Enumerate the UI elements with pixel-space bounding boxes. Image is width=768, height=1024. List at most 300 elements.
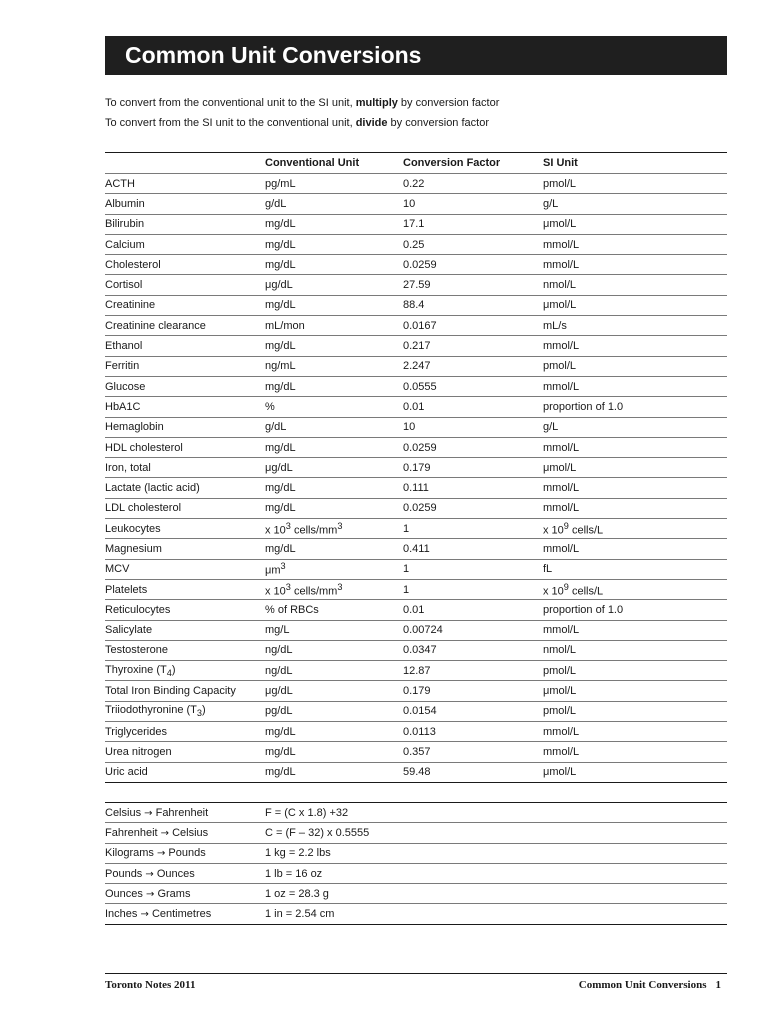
analyte-cell (105, 397, 265, 417)
analyte-subscript: 4 (166, 667, 172, 678)
conventional-unit-cell (265, 620, 403, 640)
conversion-factor: 0.0113 (403, 725, 436, 738)
analyte-cell (105, 255, 265, 275)
formula-table-body (105, 803, 727, 925)
analyte-name: Bilirubin (105, 218, 145, 231)
conversion-factor-cell (403, 255, 543, 275)
analyte-name: Albumin (105, 197, 145, 210)
si-unit-cell (543, 316, 727, 336)
conventional-unit: x 10 (265, 585, 286, 598)
si-unit-cell (543, 234, 727, 254)
conventional-unit: ng/mL (265, 360, 296, 373)
table-row (105, 437, 727, 457)
si-unit: mmol/L (543, 441, 580, 454)
conversion-factor: 0.0154 (403, 705, 437, 718)
conversion-factor-cell (403, 722, 543, 742)
si-unit-cell (543, 701, 727, 721)
si-unit: nmol/L (543, 644, 577, 657)
to-unit: Fahrenheit (155, 806, 209, 819)
si-unit-cell (543, 742, 727, 762)
analyte-name: HbA1C (105, 400, 141, 413)
formula-row (105, 884, 727, 904)
si-unit-suffix: cells/L (568, 524, 604, 537)
analyte-name: Ethanol (105, 340, 143, 353)
footer-section-title: Common Unit Conversions (578, 979, 707, 991)
conversion-factor: 10 (403, 197, 416, 210)
table-row (105, 316, 727, 336)
formula: C = (F – 32) x 0.5555 (265, 826, 370, 839)
conventional-unit-cell (265, 762, 403, 782)
to-unit: Pounds (168, 847, 206, 860)
conversion-factor-cell (403, 174, 543, 194)
conventional-unit: mg/dL (265, 441, 296, 454)
conventional-unit-cell (265, 194, 403, 214)
analyte-cell (105, 478, 265, 498)
table-row (105, 356, 727, 376)
analyte-cell (105, 519, 265, 539)
from-unit: Celsius (105, 806, 142, 819)
footer-source: Toronto Notes 2011 (105, 979, 196, 991)
analyte-name-suffix: ) (202, 704, 206, 717)
si-unit: μmol/L (543, 766, 577, 779)
si-unit-cell (543, 356, 727, 376)
conversion-factor: 1 (403, 583, 410, 596)
si-unit: mmol/L (543, 624, 580, 637)
analyte-cell (105, 194, 265, 214)
analyte-cell (105, 661, 265, 681)
column-header-analyte (105, 153, 265, 174)
analyte-cell (105, 559, 265, 579)
si-unit: pmol/L (543, 664, 577, 677)
si-unit-cell (543, 437, 727, 457)
analyte-name: Magnesium (105, 542, 162, 555)
conversion-factor: 0.179 (403, 685, 431, 698)
table-row (105, 620, 727, 640)
conventional-unit-cell (265, 722, 403, 742)
conversion-factor: 0.0167 (403, 319, 437, 332)
conventional-unit-cell (265, 356, 403, 376)
conversion-factor-cell (403, 762, 543, 782)
conversion-factor: 27.59 (403, 279, 431, 292)
conventional-unit: mg/dL (265, 258, 296, 271)
conversion-factor-cell (403, 681, 543, 701)
conventional-unit-exponent: 3 (337, 520, 343, 531)
conversion-factor: 0.0347 (403, 644, 437, 657)
from-unit: Fahrenheit (105, 826, 158, 839)
conversion-pair-cell (105, 843, 265, 863)
conventional-unit: mg/dL (265, 725, 296, 738)
conventional-unit-cell (265, 174, 403, 194)
conventional-unit-cell (265, 234, 403, 254)
conversion-factor-cell (403, 397, 543, 417)
analyte-cell (105, 701, 265, 721)
si-unit: x 10 (543, 524, 564, 537)
formula-row (105, 803, 727, 823)
conventional-unit-exponent: 3 (280, 561, 286, 572)
si-unit-exponent: 9 (563, 520, 569, 531)
analyte-cell (105, 498, 265, 518)
conventional-unit-cell (265, 681, 403, 701)
conversion-factor: 0.179 (403, 461, 431, 474)
conventional-unit-cell (265, 316, 403, 336)
conversion-pair-cell (105, 863, 265, 883)
conventional-unit: mg/dL (265, 482, 296, 495)
si-unit: g/L (543, 197, 559, 210)
analyte-name: Reticulocytes (105, 603, 171, 616)
si-unit: mmol/L (543, 380, 580, 393)
conversion-factor: 0.01 (403, 603, 425, 616)
analyte-cell (105, 356, 265, 376)
si-unit-cell (543, 498, 727, 518)
analyte-cell (105, 539, 265, 559)
table-row (105, 275, 727, 295)
si-unit: pmol/L (543, 360, 577, 373)
si-unit: pmol/L (543, 177, 577, 190)
si-unit-cell (543, 539, 727, 559)
arrow-right-icon: → (145, 868, 154, 880)
si-unit: nmol/L (543, 279, 577, 292)
analyte-name: Ferritin (105, 360, 140, 373)
conventional-unit-cell (265, 600, 403, 620)
si-unit: μmol/L (543, 299, 577, 312)
conversion-factor-cell (403, 742, 543, 762)
analyte-cell (105, 458, 265, 478)
conventional-unit-cell (265, 417, 403, 437)
conventional-unit-cell (265, 640, 403, 660)
table-row (105, 295, 727, 315)
analyte-cell (105, 437, 265, 457)
conventional-unit: mg/dL (265, 542, 296, 555)
conversion-factor-cell (403, 336, 543, 356)
conversion-pair-cell (105, 803, 265, 823)
intro-bold: divide (355, 117, 388, 129)
table-row (105, 478, 727, 498)
conventional-unit-exponent: 3 (285, 581, 291, 592)
si-unit-cell (543, 519, 727, 539)
conventional-unit-cell (265, 478, 403, 498)
si-unit: mmol/L (543, 542, 580, 555)
conversion-factor: 0.25 (403, 238, 425, 251)
arrow-right-icon: → (156, 848, 166, 860)
conventional-unit: mg/dL (265, 340, 296, 353)
si-unit-cell (543, 174, 727, 194)
si-unit-cell (543, 559, 727, 579)
formula: 1 lb = 16 oz (265, 867, 323, 880)
to-unit: Grams (157, 887, 191, 900)
table-row (105, 579, 727, 599)
analyte-name: Hemaglobin (105, 421, 164, 434)
conventional-unit: ng/dL (265, 644, 293, 657)
analyte-name: Thyroxine (T (105, 663, 167, 676)
formula-cell (265, 843, 727, 863)
conventional-unit-cell (265, 539, 403, 559)
conventional-unit-exponent: 3 (337, 581, 343, 592)
conventional-unit-exponent: 3 (285, 520, 291, 531)
si-unit-cell (543, 640, 727, 660)
analyte-cell (105, 316, 265, 336)
conversion-factor-cell (403, 376, 543, 396)
conversion-factor: 0.411 (403, 542, 430, 555)
formula-row (105, 863, 727, 883)
analyte-name: Testosterone (105, 644, 168, 657)
table-row (105, 336, 727, 356)
si-unit-cell (543, 214, 727, 234)
conventional-unit-cell (265, 458, 403, 478)
conversion-factor: 59.48 (403, 766, 431, 779)
analyte-cell (105, 762, 265, 782)
from-unit: Pounds (105, 867, 143, 880)
conventional-unit-cell (265, 519, 403, 539)
analyte-subscript: 3 (196, 708, 202, 719)
conventional-unit-suffix: cells/mm (290, 524, 338, 537)
analyte-name: Creatinine (105, 299, 156, 312)
si-unit-cell (543, 376, 727, 396)
intro-text: by conversion factor (397, 97, 500, 109)
conventional-unit: mg/dL (265, 745, 296, 758)
arrow-right-icon: → (160, 827, 170, 839)
analyte-cell (105, 336, 265, 356)
conventional-unit: mg/dL (265, 299, 296, 312)
si-unit: mmol/L (543, 340, 580, 353)
to-unit: Ounces (156, 867, 195, 880)
conventional-unit: g/dL (265, 197, 287, 210)
page-number: 1 (715, 979, 721, 991)
conversion-factor-cell (403, 661, 543, 681)
si-unit-cell (543, 255, 727, 275)
conventional-unit: % (265, 400, 275, 413)
conventional-unit-cell (265, 742, 403, 762)
table-row (105, 539, 727, 559)
analyte-name-suffix: ) (171, 663, 176, 676)
analyte-cell (105, 417, 265, 437)
conversion-factor: 0.357 (403, 745, 431, 758)
table-row (105, 234, 727, 254)
conventional-unit-cell (265, 661, 403, 681)
conversion-factor: 0.0555 (403, 380, 437, 393)
conventional-unit: % of RBCs (265, 603, 319, 616)
conversion-factor-cell (403, 214, 543, 234)
analyte-cell (105, 275, 265, 295)
formula: F = (C x 1.8) +32 (265, 806, 349, 819)
arrow-right-icon: → (144, 807, 153, 819)
column-header-conversion-factor: Conversion Factor (403, 153, 543, 174)
analyte-cell (105, 600, 265, 620)
conversion-table (105, 152, 727, 783)
conversion-factor-cell (403, 194, 543, 214)
si-unit-cell (543, 458, 727, 478)
si-unit: mmol/L (543, 258, 580, 271)
conversion-factor: 0.217 (403, 340, 431, 353)
si-unit: mmol/L (543, 745, 580, 758)
analyte-cell (105, 214, 265, 234)
intro-text: by conversion factor (387, 117, 489, 129)
si-unit: μmol/L (543, 218, 577, 231)
si-unit-cell (543, 295, 727, 315)
si-unit: mmol/L (543, 482, 580, 495)
analyte-cell (105, 234, 265, 254)
analyte-cell (105, 295, 265, 315)
conventional-unit: ng/dL (265, 664, 293, 677)
intro-line-divide (105, 117, 489, 129)
conventional-unit: pg/mL (265, 177, 296, 190)
intro-text: To convert from the SI unit to the conventional unit, (105, 117, 356, 129)
conversion-factor-cell (403, 458, 543, 478)
conversion-factor: 10 (403, 421, 416, 434)
formula-row (105, 823, 727, 843)
conversion-factor-cell (403, 295, 543, 315)
conventional-unit: mg/dL (265, 766, 296, 779)
conversion-factor-cell (403, 316, 543, 336)
analyte-name: Leukocytes (105, 522, 161, 535)
conversion-factor-cell (403, 559, 543, 579)
conversion-factor: 0.0259 (403, 502, 437, 515)
conversion-factor-cell (403, 275, 543, 295)
si-unit-cell (543, 194, 727, 214)
from-unit: Kilograms (105, 847, 154, 860)
analyte-cell (105, 742, 265, 762)
conventional-unit-suffix: cells/mm (290, 585, 338, 598)
si-unit-cell (543, 661, 727, 681)
conversion-factor: 0.0259 (403, 258, 437, 271)
conversion-factor: 1 (403, 522, 410, 535)
table-row (105, 397, 727, 417)
table-row (105, 458, 727, 478)
conversion-factor: 0.22 (403, 177, 425, 190)
si-unit-cell (543, 478, 727, 498)
si-unit: proportion of 1.0 (543, 603, 624, 616)
si-unit: proportion of 1.0 (543, 400, 624, 413)
conventional-unit-cell (265, 437, 403, 457)
analyte-name: Triglycerides (105, 725, 167, 738)
analyte-name: Urea nitrogen (105, 745, 172, 758)
si-unit-suffix: cells/L (568, 585, 604, 598)
si-unit: mmol/L (543, 725, 580, 738)
table-row (105, 600, 727, 620)
conventional-unit: mg/dL (265, 502, 296, 515)
to-unit: Centimetres (151, 908, 212, 921)
si-unit: g/L (543, 421, 559, 434)
analyte-name: Glucose (105, 380, 146, 393)
table-row (105, 722, 727, 742)
conventional-unit-cell (265, 701, 403, 721)
si-unit: mmol/L (543, 238, 580, 251)
si-unit-cell (543, 579, 727, 599)
arrow-right-icon: → (145, 888, 155, 900)
table-header-row (105, 153, 727, 174)
conversion-factor: 1 (403, 563, 410, 576)
conversion-factor: 88.4 (403, 299, 425, 312)
analyte-name: Uric acid (105, 766, 148, 779)
analyte-name: Cortisol (105, 279, 143, 292)
arrow-right-icon: → (140, 909, 149, 921)
conventional-unit-cell (265, 498, 403, 518)
table-row (105, 681, 727, 701)
conversion-pair-cell (105, 823, 265, 843)
table-row (105, 498, 727, 518)
conversion-factor: 12.87 (403, 664, 431, 677)
conversion-factor-cell (403, 498, 543, 518)
analyte-name: Creatinine clearance (105, 319, 206, 332)
si-unit-cell (543, 600, 727, 620)
si-unit-cell (543, 722, 727, 742)
conventional-unit-cell (265, 336, 403, 356)
si-unit: mL/s (543, 319, 567, 332)
analyte-name: LDL cholesterol (105, 502, 182, 515)
si-unit: μmol/L (543, 685, 577, 698)
conversion-factor: 0.00724 (403, 624, 443, 637)
analyte-name: Total Iron Binding Capacity (105, 685, 236, 698)
from-unit: Ounces (105, 887, 143, 900)
conventional-unit: μg/dL (265, 685, 293, 698)
footer-divider (105, 973, 727, 974)
conversion-factor: 17.1 (403, 218, 425, 231)
table-row (105, 194, 727, 214)
formula-cell (265, 823, 727, 843)
analyte-name: ACTH (105, 177, 135, 190)
conventional-unit: μg/dL (265, 461, 293, 474)
conversion-factor-cell (403, 539, 543, 559)
analyte-cell (105, 722, 265, 742)
analyte-cell (105, 620, 265, 640)
conventional-unit-cell (265, 214, 403, 234)
si-unit: fL (543, 563, 553, 576)
conventional-unit: x 10 (265, 524, 286, 537)
analyte-name: Platelets (105, 583, 148, 596)
si-unit: pmol/L (543, 705, 577, 718)
si-unit-cell (543, 620, 727, 640)
conversion-pair-cell (105, 884, 265, 904)
conventional-unit: g/dL (265, 421, 287, 434)
column-header-si-unit: SI Unit (543, 153, 727, 174)
analyte-name: Salicylate (105, 624, 153, 637)
si-unit: mmol/L (543, 502, 580, 515)
conversion-pair-cell (105, 904, 265, 924)
conventional-unit-cell (265, 397, 403, 417)
formula-cell (265, 904, 727, 924)
formula: 1 kg = 2.2 lbs (265, 847, 331, 860)
conventional-unit: pg/dL (265, 705, 293, 718)
conventional-unit-cell (265, 376, 403, 396)
formula-row (105, 904, 727, 924)
conversion-factor-cell (403, 234, 543, 254)
si-unit-cell (543, 336, 727, 356)
formula-table (105, 802, 727, 925)
analyte-cell (105, 579, 265, 599)
conventional-unit-cell (265, 295, 403, 315)
si-unit: μmol/L (543, 461, 577, 474)
conversion-factor-cell (403, 620, 543, 640)
intro-line-multiply (105, 97, 499, 109)
conversion-table-body (105, 174, 727, 783)
formula: 1 in = 2.54 cm (265, 908, 335, 921)
formula: 1 oz = 28.3 g (265, 887, 329, 900)
conventional-unit: μg/dL (265, 279, 293, 292)
si-unit-cell (543, 762, 727, 782)
conventional-unit-cell (265, 255, 403, 275)
table-row (105, 742, 727, 762)
formula-cell (265, 863, 727, 883)
conversion-factor: 0.01 (403, 400, 425, 413)
table-row (105, 661, 727, 681)
table-row (105, 376, 727, 396)
footer-section (579, 979, 721, 991)
si-unit-cell (543, 275, 727, 295)
table-row (105, 640, 727, 660)
table-row (105, 174, 727, 194)
analyte-name: Calcium (105, 238, 145, 251)
si-unit-cell (543, 681, 727, 701)
intro-bold: multiply (355, 97, 398, 109)
